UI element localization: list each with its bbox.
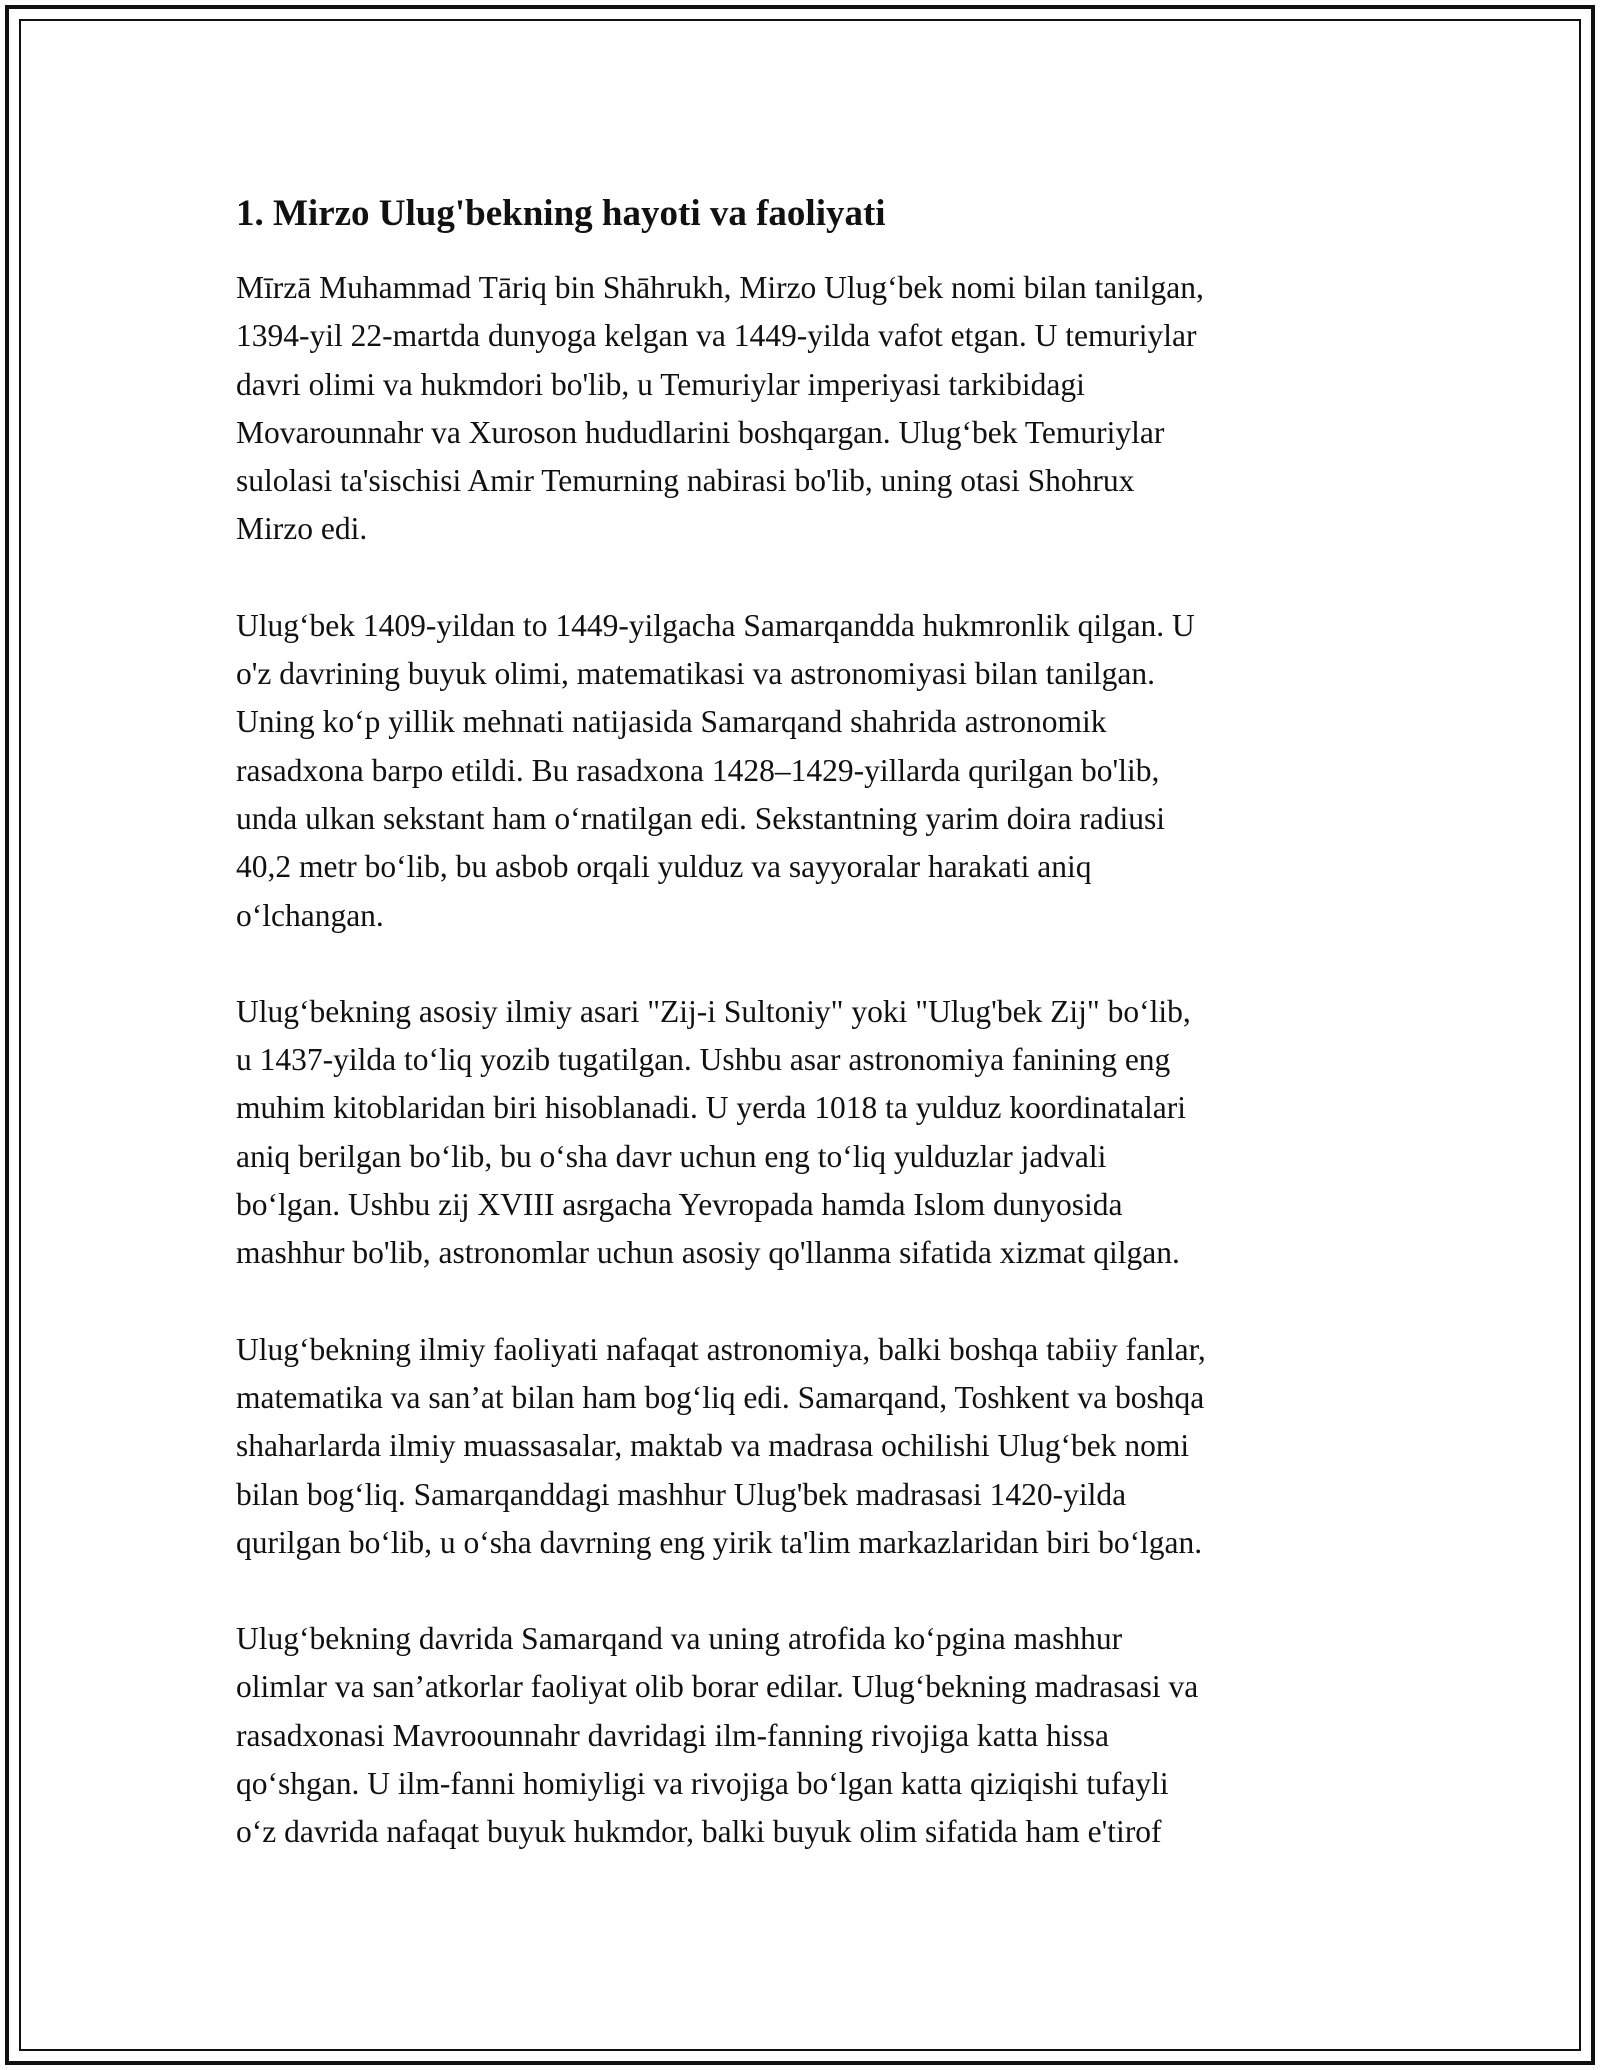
paragraph-era-scholars: Ulugʻbekning davrida Samarqand va uning atrofida koʻpgina mashhur olimlar va san’atkorlar faoliyat olib borar edilar. Ulugʻbekning madrasasi va rasadxonasi Mavroounnahr davridagi ilm-fanning rivojiga katta hissa qoʻshgan. U ilm-fanni homiyligi va rivojiga boʻlgan katta qiziqishi tufayli oʻz davrida nafaqat buyuk hukmdor, balki buyuk olim sifatida ham e'tirof: [236, 1621, 1199, 1850]
document-content: [236, 188, 1386, 1857]
paragraph-scientific-activity: Ulugʻbekning ilmiy faoliyati nafaqat astronomiya, balki boshqa tabiiy fanlar, matematika va san’at bilan ham bogʻliq edi. Samarqand, Toshkent va boshqa shaharlarda ilmiy muassasalar, maktab va madrasa ochilishi Ulugʻbek nomi bilan bogʻliq. Samarqanddagi mashhur Ulug'bek madrasasi 1420-yilda qurilgan boʻlib, u oʻsha davrning eng yirik ta'lim markazlaridan biri boʻlgan.: [236, 1331, 1206, 1560]
paragraph-zij-sultoniy: Ulugʻbekning asosiy ilmiy asari "Zij-i Sultoniy" yoki "Ulug'bek Zij" boʻlib, u 1437-yilda toʻliq yozib tugatilgan. Ushbu asar astronomiya fanining eng muhim kitoblaridan biri hisoblanadi. U yerda 1018 ta yulduz koordinatalari aniq berilgan boʻlib, bu oʻsha davr uchun eng toʻliq yulduzlar jadvali boʻlgan. Ushbu zij XVIII asrgacha Yevropada hamda Islom dunyosida mashhur bo'lib, astronomlar uchun asosiy qo'llanma sifatida xizmat qilgan.: [236, 993, 1191, 1271]
paragraph-reign-and-observatory: Ulugʻbek 1409-yildan to 1449-yilgacha Samarqandda hukmronlik qilgan. U o'z davrining buyuk olimi, matematikasi va astronomiyasi bilan tanilgan. Uning koʻp yillik mehnati natijasida Samarqand shahrida astronomik rasadxona barpo etildi. Bu rasadxona 1428–1429-yillarda qurilgan bo'lib, unda ulkan sekstant ham oʻrnatilgan edi. Sekstantning yarim doira radiusi 40,2 metr boʻlib, bu asbob orqali yulduz va sayyoralar harakati aniq oʻlchangan.: [236, 607, 1195, 933]
paragraph-biography: Mīrzā Muhammad Tāriq bin Shāhrukh, Mirzo Ulugʻbek nomi bilan tanilgan, 1394-yil 22-martda dunyoga kelgan va 1449-yilda vafot etgan. U temuriylar davri olimi va hukmdori bo'lib, u Temuriylar imperiyasi tarkibidagi Movarounnahr va Xuroson hududlarini boshqargan. Ulugʻbek Temuriylar sulolasi ta'sischisi Amir Temurning nabirasi bo'lib, uning otasi Shohrux Mirzo edi.: [236, 270, 1204, 547]
section-heading: 1. Mirzo Ulug'bekning hayoti va faoliyati: [236, 193, 886, 234]
